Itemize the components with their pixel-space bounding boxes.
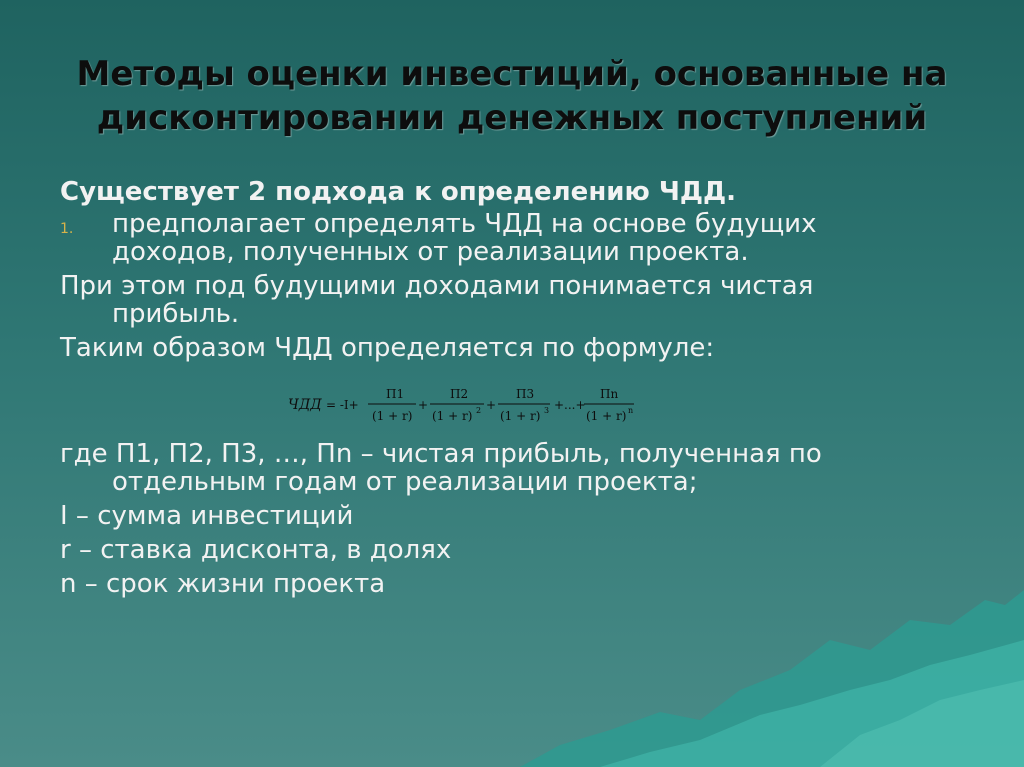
formula-exp-n: n (628, 406, 634, 415)
slide-title (40, 52, 984, 140)
formula-lhs: ЧДД (288, 397, 322, 413)
definitions (60, 440, 960, 604)
list-item-1 (60, 210, 960, 266)
formula-den-n: (1 + r) (586, 409, 627, 423)
note-line-1: При этом под будущими доходами понимается чистая (60, 271, 814, 301)
formula-num-n: Пn (600, 387, 619, 401)
formula-exp-2: 2 (476, 406, 482, 415)
definition-n: n – срок жизни проекта (60, 569, 386, 599)
formula-plus-2: + (486, 398, 497, 412)
intro-text: Существует 2 подхода к определению ЧДД. (60, 177, 737, 207)
formula-dots: +...+ (554, 398, 586, 412)
list-item-1-line-1: предполагает определять ЧДД на основе будущих (112, 209, 817, 239)
formula-den-3: (1 + r) (500, 409, 541, 423)
formula-den-1: (1 + r) (372, 409, 413, 423)
definition-I: I – сумма инвестиций (60, 501, 354, 531)
where-line-2: отдельным годам от реализации проекта; (112, 467, 698, 497)
list-item-1-number: 1. (60, 221, 74, 237)
formula-plus-1: + (418, 398, 429, 412)
formula-intro-text: Таким образом ЧДД определяется по формуле: (60, 333, 715, 363)
formula-num-2: П2 (450, 387, 469, 401)
formula-den-2: (1 + r) (432, 409, 473, 423)
definition-r: r – ставка дисконта, в долях (60, 535, 452, 565)
formula-exp-3: 3 (544, 406, 550, 415)
npv-formula (288, 380, 648, 430)
title-line-1: Методы оценки инвестиций, основанные на (76, 54, 948, 94)
list-item-1-line-2: доходов, полученных от реализации проекта. (112, 237, 749, 267)
where-text (60, 440, 960, 496)
formula-num-3: П3 (516, 387, 535, 401)
title-line-2: дисконтировании денежных поступлений (96, 98, 928, 138)
where-line-1: где П1, П2, П3, …, Пn – чистая прибыль, полученная по (60, 439, 822, 469)
slide-body (60, 178, 960, 368)
note-text (60, 272, 960, 328)
formula-eq: = -I+ (326, 398, 359, 412)
note-line-2: прибыль. (112, 299, 240, 329)
formula-num-1: П1 (386, 387, 405, 401)
